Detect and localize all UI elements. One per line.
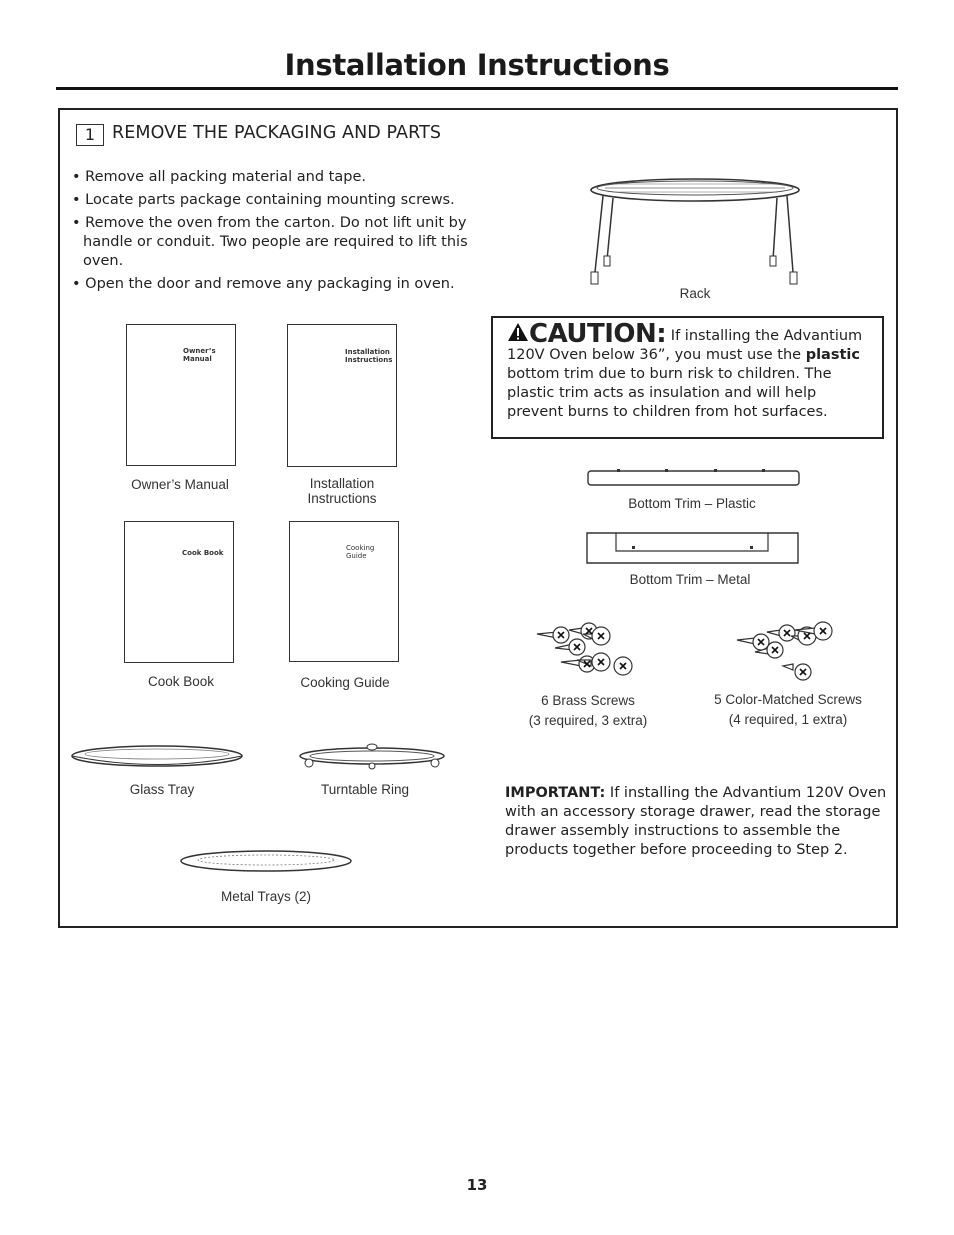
caution-heading: CAUTION: (529, 319, 667, 349)
brass-screws-caption (505, 691, 671, 731)
cooking-guide-cover-label: Cooking Guide (346, 544, 375, 560)
cook-book-cover-label: Cook Book (182, 549, 224, 557)
color-matched-screws-illustration (733, 618, 837, 684)
metal-trays-caption: Metal Trays (2) (220, 889, 312, 904)
metal-trays-illustration (179, 848, 353, 874)
brass-screws-note: (3 required, 3 extra) (528, 713, 648, 728)
warning-triangle-icon (507, 322, 529, 342)
bottom-trim-metal-illustration (586, 531, 800, 565)
turntable-ring-illustration (297, 742, 447, 772)
bottom-trim-plastic-caption: Bottom Trim – Plastic (628, 496, 756, 511)
installation-instructions-booklet (287, 324, 397, 467)
bottom-trim-metal-caption: Bottom Trim – Metal (629, 572, 751, 587)
brass-screws-illustration (533, 620, 635, 682)
instruction-item: • Locate parts package containing mounting screws. (72, 192, 455, 208)
instruction-list (72, 168, 472, 298)
cooking-guide-caption: Cooking Guide (300, 675, 390, 690)
installation-instructions-cover-label: Installation Instructions (345, 348, 393, 364)
step-title: REMOVE THE PACKAGING AND PARTS (112, 123, 442, 143)
important-note (505, 784, 890, 860)
caution-text (507, 319, 872, 422)
important-label: IMPORTANT: (505, 785, 606, 801)
cook-book-booklet (124, 521, 234, 663)
rack-illustration (585, 172, 815, 292)
important-text: If installing the Advantium 120V Oven with an accessory storage drawer, read the storage drawer assembly instructions to assemble the products together before proceeding to Step 2. (505, 785, 887, 858)
brass-screws-count: 6 Brass Screws (541, 693, 635, 708)
caution-text-after: bottom trim due to burn risk to children. The plastic trim acts as insulation and will help prevent burns to children from hot surfaces. (507, 366, 832, 420)
page-number: 13 (466, 1176, 488, 1194)
instruction-item: • Remove the oven from the carton. Do not lift unit by handle or conduit. Two people are required to lift this oven. (72, 215, 468, 269)
rack-caption: Rack (679, 286, 711, 301)
glass-tray-illustration (70, 743, 244, 769)
instruction-item: • Remove all packing material and tape. (72, 169, 366, 185)
color-matched-screws-caption (693, 690, 883, 730)
owners-manual-cover-label: Owner’s Manual (183, 347, 216, 363)
glass-tray-caption: Glass Tray (129, 782, 195, 797)
bottom-trim-plastic-illustration (587, 466, 801, 488)
cooking-guide-booklet (289, 521, 399, 662)
color-matched-screws-note: (4 required, 1 extra) (728, 712, 848, 727)
cook-book-caption: Cook Book (147, 674, 215, 689)
caution-bold-word: plastic (805, 347, 860, 363)
installation-instructions-caption: Installation Instructions (307, 476, 377, 506)
turntable-ring-caption: Turntable Ring (320, 782, 410, 797)
page-title: Installation Instructions (284, 48, 670, 82)
title-rule (56, 87, 898, 90)
owners-manual-caption: Owner’s Manual (131, 477, 229, 492)
instruction-item: • Open the door and remove any packaging in oven. (72, 276, 455, 292)
color-matched-screws-count: 5 Color-Matched Screws (714, 692, 862, 707)
caution-text-before: If installing the Advantium 120V Oven below 36”, you must use the (507, 328, 863, 363)
owners-manual-booklet (126, 324, 236, 466)
step-number: 1 (76, 124, 104, 146)
